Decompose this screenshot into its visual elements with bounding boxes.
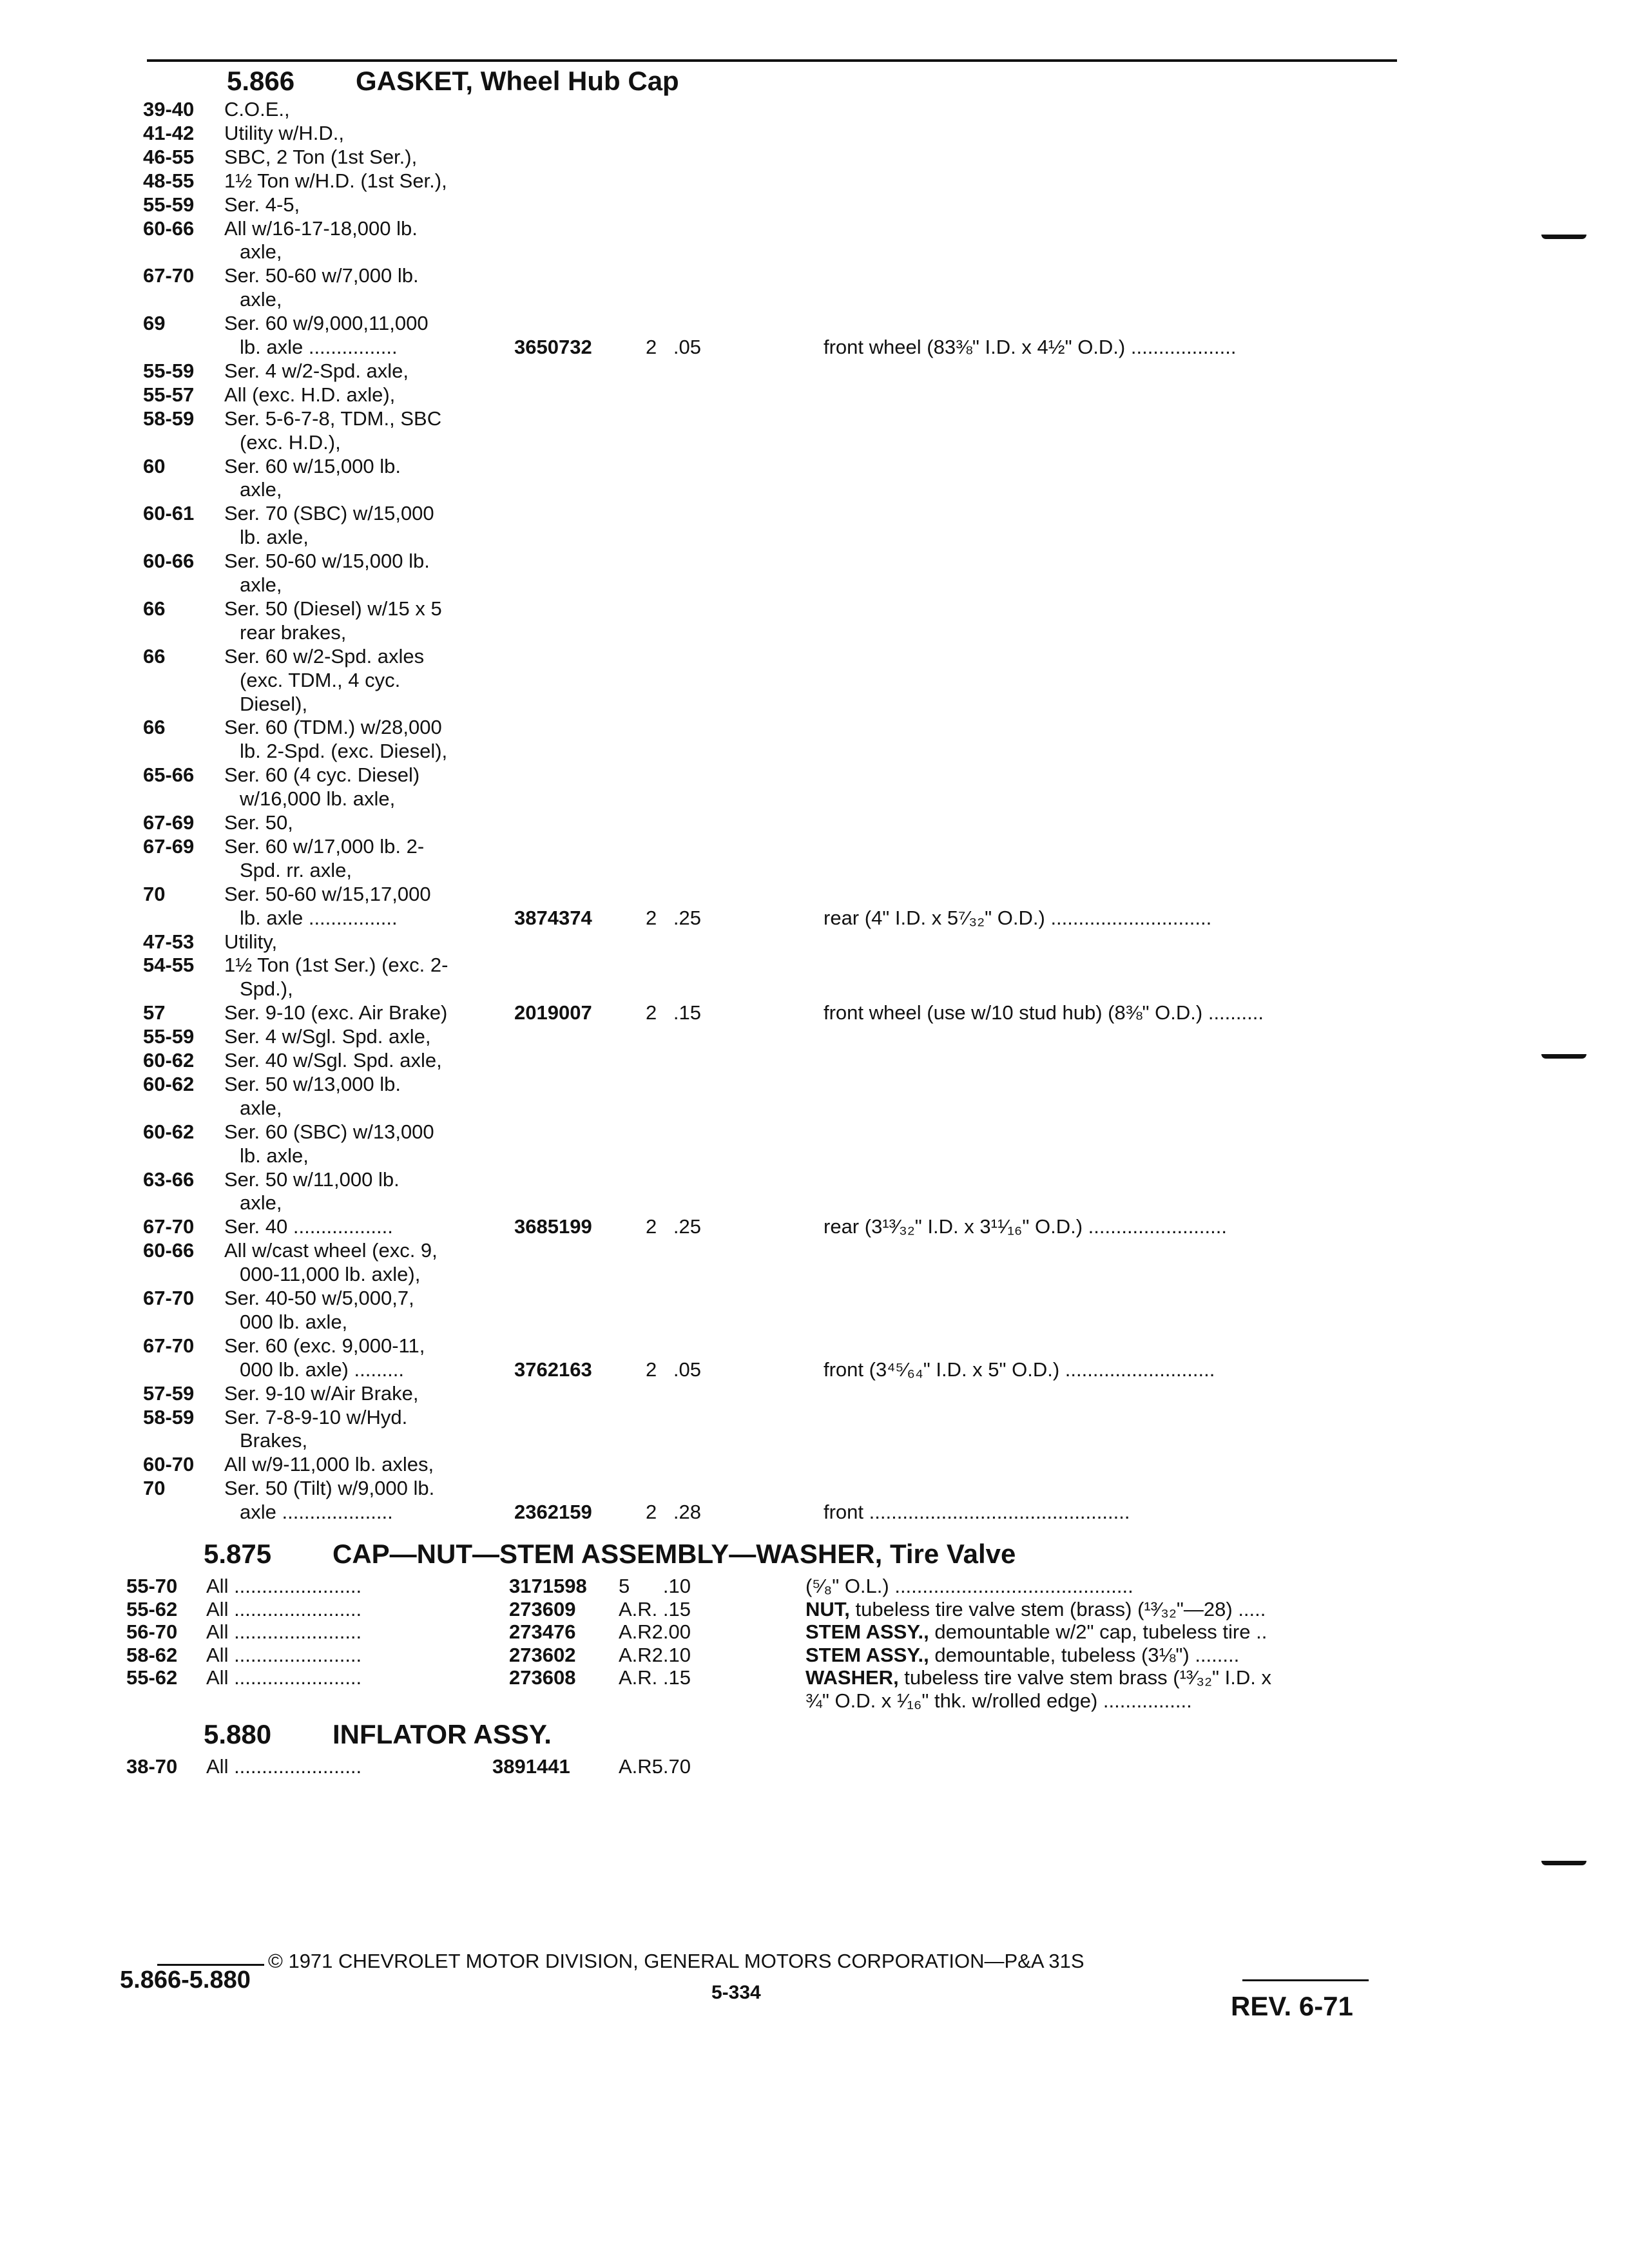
parts-line xyxy=(0,478,1629,501)
model-years: 55-57 xyxy=(143,383,195,406)
application-desc: All ....................... xyxy=(206,1666,362,1689)
parts-line xyxy=(0,1144,1629,1168)
part-description xyxy=(805,1644,1239,1667)
model-years: 67-70 xyxy=(143,1215,195,1238)
application-desc: Ser. 60 w/15,000 lb. xyxy=(224,455,401,477)
model-years: 69 xyxy=(143,312,166,334)
model-years: 67-70 xyxy=(143,1334,195,1357)
parts-line xyxy=(0,1287,1629,1310)
application-desc: Ser. 50 (Tilt) w/9,000 lb. xyxy=(224,1477,435,1499)
model-years: 58-59 xyxy=(143,407,195,430)
parts-line xyxy=(0,240,1629,264)
model-years: 60-70 xyxy=(143,1453,195,1475)
part-name: STEM ASSY., xyxy=(805,1620,929,1643)
parts-line xyxy=(0,1477,1629,1500)
page-number: 5-334 xyxy=(711,1982,761,2003)
price: 2.10 xyxy=(651,1644,691,1666)
price: 2.00 xyxy=(651,1620,691,1643)
application-desc: Ser. 60 (TDM.) w/28,000 xyxy=(224,716,442,738)
application-desc: Ser. 50 (Diesel) w/15 x 5 xyxy=(224,597,442,620)
quantity: A.R. xyxy=(619,1598,658,1620)
model-years: 55-62 xyxy=(126,1666,178,1689)
model-years: 54-55 xyxy=(143,954,195,976)
part-detail: front (3⁴⁵⁄₆₄" I.D. x 5" O.D.) ........................... xyxy=(824,1358,1215,1381)
application-desc: 000-11,000 lb. axle), xyxy=(240,1263,421,1285)
revision-label: REV. 6-71 xyxy=(1231,1991,1353,2021)
application-desc: axle, xyxy=(240,1191,282,1214)
application-desc: All w/cast wheel (exc. 9, xyxy=(224,1239,438,1262)
application-desc: 000 lb. axle) ......... xyxy=(240,1358,405,1381)
quantity: A.R. xyxy=(619,1620,658,1643)
application-desc: lb. axle ................ xyxy=(240,336,398,358)
footer-rule-right xyxy=(1242,1979,1369,1981)
application-desc: w/16,000 lb. axle, xyxy=(240,787,396,810)
part-description xyxy=(805,1620,1267,1644)
application-desc: Ser. 60 w/2-Spd. axles xyxy=(224,645,425,668)
application-desc: Ser. 60 (exc. 9,000-11, xyxy=(224,1334,425,1357)
parts-line xyxy=(0,811,1629,834)
model-years: 60-66 xyxy=(143,1239,195,1262)
application-desc: Ser. 50 w/13,000 lb. xyxy=(224,1073,401,1095)
application-desc: Ser. 40 w/Sgl. Spd. axle, xyxy=(224,1049,442,1072)
parts-line xyxy=(0,1644,1629,1667)
application-desc: Ser. 50-60 w/15,000 lb. xyxy=(224,550,430,572)
application-desc: 1½ Ton w/H.D. (1st Ser.), xyxy=(224,169,447,192)
part-description xyxy=(824,1358,1215,1381)
application-desc: Ser. 50 w/11,000 lb. xyxy=(224,1168,400,1191)
parts-line xyxy=(0,1311,1629,1334)
margin-mark xyxy=(1541,1054,1586,1059)
footer-copyright: © 1971 CHEVROLET MOTOR DIVISION, GENERAL MOTORS CORPORATION—P&A 31S xyxy=(268,1950,1084,1972)
part-number: 3874374 xyxy=(514,907,592,929)
application-desc: SBC, 2 Ton (1st Ser.), xyxy=(224,146,418,168)
application-desc: 1½ Ton (1st Ser.) (exc. 2- xyxy=(224,954,448,976)
parts-line xyxy=(0,787,1629,811)
parts-line xyxy=(0,954,1629,977)
part-name: WASHER, xyxy=(805,1666,899,1689)
margin-mark xyxy=(1541,235,1586,239)
model-years: 66 xyxy=(143,645,166,668)
model-years: 41-42 xyxy=(143,122,195,144)
parts-line xyxy=(0,1598,1629,1621)
parts-line xyxy=(0,1025,1629,1048)
model-years: 60-62 xyxy=(143,1049,195,1072)
application-desc: All (exc. H.D. axle), xyxy=(224,383,396,406)
part-number: 2362159 xyxy=(514,1501,592,1523)
part-number: 2019007 xyxy=(514,1001,592,1024)
application-desc: Ser. 4 w/Sgl. Spd. axle, xyxy=(224,1025,431,1048)
part-number: 3685199 xyxy=(514,1215,592,1238)
model-years: 55-70 xyxy=(126,1575,178,1597)
parts-line xyxy=(0,336,1629,359)
application-desc: axle, xyxy=(240,240,282,263)
parts-line xyxy=(0,1263,1629,1286)
model-years: 58-59 xyxy=(143,1406,195,1428)
application-desc: Ser. 50-60 w/15,17,000 xyxy=(224,883,431,905)
model-years: 38-70 xyxy=(126,1755,178,1778)
model-years: 55-59 xyxy=(143,360,195,382)
quantity: 5 xyxy=(619,1575,630,1597)
application-desc: Ser. 50-60 w/7,000 lb. xyxy=(224,264,419,287)
quantity: A.R. xyxy=(619,1666,658,1689)
parts-line xyxy=(0,1239,1629,1262)
application-desc: lb. axle ................ xyxy=(240,907,398,929)
model-years: 67-70 xyxy=(143,264,195,287)
part-detail: rear (4" I.D. x 5⁷⁄₃₂" O.D.) ............................. xyxy=(824,907,1212,929)
part-description xyxy=(824,907,1211,930)
part-number: 3762163 xyxy=(514,1358,592,1381)
quantity: 2 xyxy=(646,1358,657,1381)
parts-line xyxy=(0,1453,1629,1476)
quantity: 2 xyxy=(646,907,657,929)
parts-line xyxy=(0,217,1629,240)
quantity: A.R. xyxy=(619,1755,658,1778)
part-number: 273608 xyxy=(509,1666,576,1689)
parts-line xyxy=(0,1575,1629,1598)
part-detail: front wheel (use w/10 stud hub) (8⅜" O.D.) .......... xyxy=(824,1001,1264,1024)
parts-line xyxy=(0,98,1629,121)
application-desc: Ser. 5-6-7-8, TDM., SBC xyxy=(224,407,442,430)
quantity: 2 xyxy=(646,1501,657,1523)
part-number: 3891441 xyxy=(492,1755,570,1778)
application-desc: All ....................... xyxy=(206,1598,362,1620)
parts-line xyxy=(0,1406,1629,1429)
parts-line xyxy=(0,1429,1629,1452)
part-number: 273602 xyxy=(509,1644,576,1666)
application-desc: Utility, xyxy=(224,930,278,953)
model-years: 60-62 xyxy=(143,1073,195,1095)
top-rule xyxy=(147,59,1397,62)
application-desc: (exc. H.D.), xyxy=(240,431,341,454)
part-number: 273609 xyxy=(509,1598,576,1620)
price: 5.70 xyxy=(651,1755,691,1778)
model-years: 57-59 xyxy=(143,1382,195,1405)
parts-line xyxy=(0,1097,1629,1120)
application-desc: Ser. 60 w/9,000,11,000 xyxy=(224,312,429,334)
application-desc: C.O.E., xyxy=(224,98,290,120)
parts-line xyxy=(0,835,1629,858)
part-detail: front wheel (83⅜" I.D. x 4½" O.D.) ................... xyxy=(824,336,1237,358)
model-years: 66 xyxy=(143,597,166,620)
parts-line xyxy=(0,1666,1629,1689)
section-title: INFLATOR ASSY. xyxy=(333,1719,552,1749)
price: .28 xyxy=(673,1501,701,1523)
model-years: 55-62 xyxy=(126,1598,178,1620)
application-desc: Utility w/H.D., xyxy=(224,122,344,144)
margin-mark xyxy=(1541,1861,1586,1865)
parts-line xyxy=(0,1689,1629,1713)
model-years: 47-53 xyxy=(143,930,195,953)
application-desc: axle, xyxy=(240,478,282,501)
section-header xyxy=(204,1719,552,1750)
application-desc: Ser. 60 (SBC) w/13,000 xyxy=(224,1120,434,1143)
parts-line xyxy=(0,764,1629,787)
application-desc: axle, xyxy=(240,1097,282,1119)
parts-line xyxy=(0,169,1629,193)
price: .25 xyxy=(673,1215,701,1238)
model-years: 60-66 xyxy=(143,550,195,572)
part-description xyxy=(805,1666,1271,1689)
model-years: 66 xyxy=(143,716,166,738)
model-years: 67-70 xyxy=(143,1287,195,1309)
application-desc: Ser. 7-8-9-10 w/Hyd. xyxy=(224,1406,408,1428)
parts-line xyxy=(0,288,1629,311)
parts-line xyxy=(0,360,1629,383)
application-desc: Brakes, xyxy=(240,1429,308,1452)
section-title: CAP—NUT—STEM ASSEMBLY—WASHER, Tire Valve xyxy=(333,1539,1016,1569)
parts-line xyxy=(0,1215,1629,1238)
parts-line xyxy=(0,431,1629,454)
parts-line xyxy=(0,1001,1629,1024)
part-detail: tubeless tire valve stem (brass) (¹³⁄₃₂"—28) ..... xyxy=(849,1598,1266,1620)
application-desc: Ser. 60 (4 cyc. Diesel) xyxy=(224,764,420,786)
application-desc: Spd.), xyxy=(240,977,293,1000)
application-desc: All ....................... xyxy=(206,1575,362,1597)
part-detail: ¾" O.D. x ¹⁄₁₆" thk. w/rolled edge) ................ xyxy=(805,1689,1192,1712)
model-years: 60-61 xyxy=(143,502,195,524)
part-description xyxy=(824,1215,1227,1238)
application-desc: Ser. 50, xyxy=(224,811,293,834)
parts-line xyxy=(0,883,1629,906)
application-desc: Ser. 9-10 (exc. Air Brake) xyxy=(224,1001,448,1024)
part-description xyxy=(824,336,1237,359)
model-years: 56-70 xyxy=(126,1620,178,1643)
application-desc: lb. 2-Spd. (exc. Diesel), xyxy=(240,740,448,762)
application-desc: Ser. 60 w/17,000 lb. 2- xyxy=(224,835,425,858)
part-description xyxy=(824,1001,1264,1024)
parts-line xyxy=(0,573,1629,597)
parts-line xyxy=(0,526,1629,549)
application-desc: All w/9-11,000 lb. axles, xyxy=(224,1453,434,1475)
footer-rule-left xyxy=(157,1964,264,1966)
model-years: 48-55 xyxy=(143,169,195,192)
section-header xyxy=(227,66,679,97)
price: .15 xyxy=(662,1666,691,1689)
price: .10 xyxy=(662,1575,691,1597)
model-years: 65-66 xyxy=(143,764,195,786)
model-years: 58-62 xyxy=(126,1644,178,1666)
application-desc: lb. axle, xyxy=(240,526,309,548)
parts-line xyxy=(0,669,1629,692)
parts-line xyxy=(0,740,1629,763)
parts-line xyxy=(0,1620,1629,1644)
section-header xyxy=(204,1539,1016,1570)
model-years: 60-66 xyxy=(143,217,195,240)
section-title: GASKET, Wheel Hub Cap xyxy=(356,66,679,96)
price: .15 xyxy=(673,1001,701,1024)
footer-range: 5.866-5.880 xyxy=(120,1966,251,1994)
application-desc: Spd. rr. axle, xyxy=(240,859,352,881)
model-years: 63-66 xyxy=(143,1168,195,1191)
model-years: 67-69 xyxy=(143,811,195,834)
parts-line xyxy=(0,407,1629,430)
part-description xyxy=(805,1689,1192,1713)
section-number: 5.880 xyxy=(204,1719,272,1749)
parts-line xyxy=(0,146,1629,169)
application-desc: All w/16-17-18,000 lb. xyxy=(224,217,418,240)
parts-line xyxy=(0,1073,1629,1096)
parts-line xyxy=(0,312,1629,335)
part-detail: front ............................................... xyxy=(824,1501,1130,1523)
model-years: 55-59 xyxy=(143,193,195,216)
application-desc: All ....................... xyxy=(206,1644,362,1666)
application-desc: All ....................... xyxy=(206,1620,362,1643)
application-desc: All ....................... xyxy=(206,1755,362,1778)
parts-line xyxy=(0,859,1629,882)
parts-line xyxy=(0,597,1629,620)
part-detail: (⁵⁄₈" O.L.) ........................................... xyxy=(805,1575,1133,1597)
application-desc: (exc. TDM., 4 cyc. xyxy=(240,669,401,691)
part-name: NUT, xyxy=(805,1598,850,1620)
application-desc: Ser. 4-5, xyxy=(224,193,300,216)
quantity: 2 xyxy=(646,1215,657,1238)
part-number: 3650732 xyxy=(514,336,592,358)
parts-line xyxy=(0,455,1629,478)
application-desc: axle, xyxy=(240,288,282,311)
model-years: 67-69 xyxy=(143,835,195,858)
parts-line xyxy=(0,977,1629,1001)
parts-line xyxy=(0,645,1629,668)
price: .05 xyxy=(673,336,701,358)
parts-line xyxy=(0,693,1629,716)
quantity: A.R. xyxy=(619,1644,658,1666)
parts-line xyxy=(0,550,1629,573)
part-number: 3171598 xyxy=(509,1575,587,1597)
parts-line xyxy=(0,1358,1629,1381)
model-years: 70 xyxy=(143,1477,166,1499)
application-desc: 000 lb. axle, xyxy=(240,1311,348,1333)
section-number: 5.866 xyxy=(227,66,295,96)
application-desc: Ser. 40-50 w/5,000,7, xyxy=(224,1287,414,1309)
application-desc: lb. axle, xyxy=(240,1144,309,1167)
part-name: STEM ASSY., xyxy=(805,1644,929,1666)
part-detail: demountable w/2" cap, tubeless tire .. xyxy=(929,1620,1268,1643)
part-description xyxy=(805,1575,1133,1598)
parts-line xyxy=(0,1755,1629,1778)
parts-line xyxy=(0,502,1629,525)
parts-line xyxy=(0,907,1629,930)
model-years: 60 xyxy=(143,455,166,477)
parts-line xyxy=(0,1382,1629,1405)
parts-line xyxy=(0,264,1629,287)
price: .15 xyxy=(662,1598,691,1620)
quantity: 2 xyxy=(646,1001,657,1024)
application-desc: Ser. 4 w/2-Spd. axle, xyxy=(224,360,409,382)
part-detail: rear (3¹³⁄₃₂" I.D. x 3¹¹⁄₁₆" O.D.) ......................... xyxy=(824,1215,1227,1238)
parts-line xyxy=(0,383,1629,407)
application-desc: Diesel), xyxy=(240,693,308,715)
model-years: 57 xyxy=(143,1001,166,1024)
parts-line xyxy=(0,1049,1629,1072)
application-desc: Ser. 9-10 w/Air Brake, xyxy=(224,1382,419,1405)
model-years: 55-59 xyxy=(143,1025,195,1048)
part-detail: tubeless tire valve stem brass (¹³⁄₃₂" I.D. x xyxy=(898,1666,1272,1689)
quantity: 2 xyxy=(646,336,657,358)
application-desc: Ser. 40 .................. xyxy=(224,1215,393,1238)
part-description xyxy=(805,1598,1266,1621)
model-years: 70 xyxy=(143,883,166,905)
section-number: 5.875 xyxy=(204,1539,272,1569)
part-description xyxy=(824,1501,1130,1524)
price: .05 xyxy=(673,1358,701,1381)
application-desc: rear brakes, xyxy=(240,621,347,644)
part-number: 273476 xyxy=(509,1620,576,1643)
parts-line xyxy=(0,193,1629,216)
parts-line xyxy=(0,1191,1629,1215)
application-desc: Ser. 70 (SBC) w/15,000 xyxy=(224,502,434,524)
application-desc: axle .................... xyxy=(240,1501,393,1523)
price: .25 xyxy=(673,907,701,929)
model-years: 46-55 xyxy=(143,146,195,168)
parts-line xyxy=(0,716,1629,739)
parts-line xyxy=(0,1120,1629,1144)
parts-line xyxy=(0,1334,1629,1358)
model-years: 60-62 xyxy=(143,1120,195,1143)
parts-line xyxy=(0,1168,1629,1191)
parts-line xyxy=(0,122,1629,145)
model-years: 39-40 xyxy=(143,98,195,120)
application-desc: axle, xyxy=(240,573,282,596)
parts-line xyxy=(0,930,1629,954)
parts-line xyxy=(0,1501,1629,1524)
parts-line xyxy=(0,621,1629,644)
part-detail: demountable, tubeless (3⅛") ........ xyxy=(929,1644,1240,1666)
